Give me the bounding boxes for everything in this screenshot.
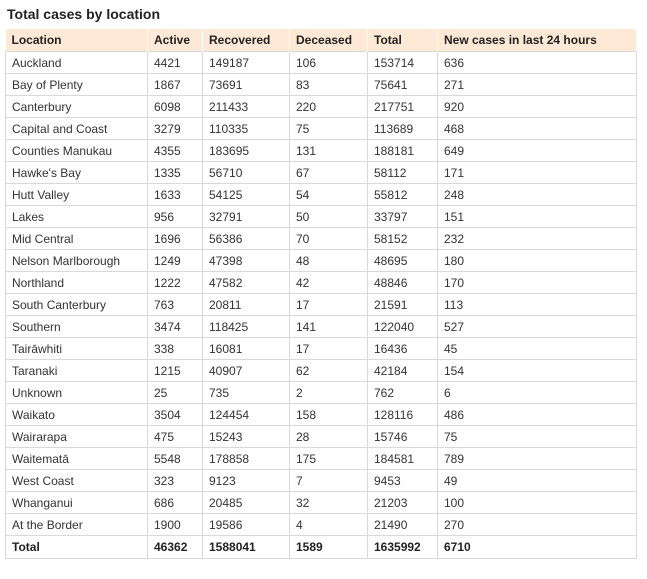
header-new-cases: New cases in last 24 hours [438,29,637,52]
cell-recovered: 20811 [203,294,290,316]
cell-deceased: 48 [290,250,368,272]
cell-active: 3279 [148,118,203,140]
cell-new-cases: 527 [438,316,637,338]
cell-recovered: 56386 [203,228,290,250]
cell-total: 75641 [368,74,438,96]
cell-recovered: 32791 [203,206,290,228]
cell-new-cases: 151 [438,206,637,228]
cell-active: 1222 [148,272,203,294]
total-row [6,536,637,559]
table-row [6,206,637,228]
total-total: 1635992 [368,536,438,559]
cell-active: 5548 [148,448,203,470]
cell-recovered: 149187 [203,52,290,74]
cell-new-cases: 75 [438,426,637,448]
cell-location: Auckland [6,52,148,74]
cell-location: Hutt Valley [6,184,148,206]
cell-location: Waitematā [6,448,148,470]
table-row [6,404,637,426]
cell-active: 1249 [148,250,203,272]
cell-new-cases: 270 [438,514,637,536]
cell-total: 762 [368,382,438,404]
cell-total: 128116 [368,404,438,426]
cell-total: 153714 [368,52,438,74]
cell-new-cases: 232 [438,228,637,250]
cell-new-cases: 171 [438,162,637,184]
cell-active: 1335 [148,162,203,184]
cell-new-cases: 100 [438,492,637,514]
cell-new-cases: 45 [438,338,637,360]
cell-recovered: 110335 [203,118,290,140]
table-row [6,492,637,514]
cell-location: Tairāwhiti [6,338,148,360]
cell-location: Bay of Plenty [6,74,148,96]
cell-new-cases: 6 [438,382,637,404]
cell-recovered: 40907 [203,360,290,382]
table-title: Total cases by location [7,6,161,22]
cell-active: 6098 [148,96,203,118]
cell-recovered: 124454 [203,404,290,426]
cell-location: Canterbury [6,96,148,118]
cell-recovered: 73691 [203,74,290,96]
cell-deceased: 7 [290,470,368,492]
cell-total: 58112 [368,162,438,184]
cell-total: 55812 [368,184,438,206]
header-recovered: Recovered [203,29,290,52]
cell-location: Northland [6,272,148,294]
cell-deceased: 70 [290,228,368,250]
table-row [6,382,637,404]
cell-total: 21490 [368,514,438,536]
cell-deceased: 62 [290,360,368,382]
cell-deceased: 28 [290,426,368,448]
cases-table [5,29,637,559]
cell-deceased: 83 [290,74,368,96]
cell-total: 15746 [368,426,438,448]
total-recovered: 1588041 [203,536,290,559]
cell-deceased: 75 [290,118,368,140]
table-row [6,74,637,96]
cell-location: South Canterbury [6,294,148,316]
table-row [6,426,637,448]
cell-location: Wairarapa [6,426,148,448]
cell-total: 21591 [368,294,438,316]
table-row [6,448,637,470]
table-body [6,52,637,536]
cell-recovered: 735 [203,382,290,404]
cell-new-cases: 468 [438,118,637,140]
cell-deceased: 54 [290,184,368,206]
cell-deceased: 17 [290,294,368,316]
cell-total: 184581 [368,448,438,470]
cell-active: 763 [148,294,203,316]
table-row [6,272,637,294]
cell-active: 323 [148,470,203,492]
cell-recovered: 9123 [203,470,290,492]
cell-total: 48846 [368,272,438,294]
cell-total: 33797 [368,206,438,228]
cell-recovered: 16081 [203,338,290,360]
cell-recovered: 20485 [203,492,290,514]
cell-active: 956 [148,206,203,228]
cell-deceased: 67 [290,162,368,184]
cell-location: Taranaki [6,360,148,382]
cell-total: 122040 [368,316,438,338]
header-active: Active [148,29,203,52]
cell-new-cases: 271 [438,74,637,96]
cell-location: Mid Central [6,228,148,250]
cell-location: Southern [6,316,148,338]
cell-total: 113689 [368,118,438,140]
cell-total: 48695 [368,250,438,272]
total-label: Total [6,536,148,559]
cell-location: Nelson Marlborough [6,250,148,272]
cell-deceased: 17 [290,338,368,360]
cell-location: Unknown [6,382,148,404]
cell-location: Waikato [6,404,148,426]
table-row [6,184,637,206]
table-row [6,470,637,492]
cell-new-cases: 180 [438,250,637,272]
cell-deceased: 158 [290,404,368,426]
cell-new-cases: 920 [438,96,637,118]
cell-deceased: 106 [290,52,368,74]
cell-recovered: 47398 [203,250,290,272]
cell-active: 686 [148,492,203,514]
cell-location: At the Border [6,514,148,536]
cell-recovered: 183695 [203,140,290,162]
cell-total: 21203 [368,492,438,514]
table-row [6,294,637,316]
cell-new-cases: 49 [438,470,637,492]
cell-new-cases: 486 [438,404,637,426]
cell-active: 3474 [148,316,203,338]
cell-active: 1633 [148,184,203,206]
cell-active: 1900 [148,514,203,536]
total-deceased: 1589 [290,536,368,559]
cell-deceased: 50 [290,206,368,228]
cell-location: Counties Manukau [6,140,148,162]
cell-deceased: 131 [290,140,368,162]
cell-location: Whanganui [6,492,148,514]
table-row [6,250,637,272]
total-active: 46362 [148,536,203,559]
cell-total: 9453 [368,470,438,492]
cell-total: 188181 [368,140,438,162]
cell-deceased: 2 [290,382,368,404]
header-deceased: Deceased [290,29,368,52]
cell-deceased: 42 [290,272,368,294]
header-total: Total [368,29,438,52]
table-row [6,228,637,250]
cell-new-cases: 170 [438,272,637,294]
cell-new-cases: 113 [438,294,637,316]
table-row [6,316,637,338]
cell-new-cases: 636 [438,52,637,74]
cell-active: 3504 [148,404,203,426]
cell-recovered: 211433 [203,96,290,118]
cell-recovered: 56710 [203,162,290,184]
cell-deceased: 175 [290,448,368,470]
cell-active: 338 [148,338,203,360]
cell-active: 25 [148,382,203,404]
cell-active: 1696 [148,228,203,250]
cell-deceased: 141 [290,316,368,338]
cell-total: 217751 [368,96,438,118]
table-row [6,162,637,184]
cell-recovered: 15243 [203,426,290,448]
table-row [6,52,637,74]
cell-active: 475 [148,426,203,448]
cell-active: 4355 [148,140,203,162]
cell-active: 4421 [148,52,203,74]
cell-active: 1867 [148,74,203,96]
cell-new-cases: 154 [438,360,637,382]
cell-deceased: 220 [290,96,368,118]
cell-location: Capital and Coast [6,118,148,140]
cell-total: 16436 [368,338,438,360]
table-row [6,118,637,140]
cell-recovered: 47582 [203,272,290,294]
table-row [6,514,637,536]
cell-location: Hawke's Bay [6,162,148,184]
table-row [6,140,637,162]
cell-new-cases: 789 [438,448,637,470]
table-row [6,338,637,360]
table-header-row [6,29,637,52]
cell-total: 42184 [368,360,438,382]
cell-recovered: 118425 [203,316,290,338]
table-row [6,360,637,382]
cell-new-cases: 649 [438,140,637,162]
cell-deceased: 4 [290,514,368,536]
cell-new-cases: 248 [438,184,637,206]
header-location: Location [6,29,148,52]
table-row [6,96,637,118]
total-new-cases: 6710 [438,536,637,559]
cell-recovered: 54125 [203,184,290,206]
cell-location: Lakes [6,206,148,228]
cell-recovered: 178858 [203,448,290,470]
cell-total: 58152 [368,228,438,250]
cell-active: 1215 [148,360,203,382]
cell-deceased: 32 [290,492,368,514]
cell-recovered: 19586 [203,514,290,536]
cell-location: West Coast [6,470,148,492]
